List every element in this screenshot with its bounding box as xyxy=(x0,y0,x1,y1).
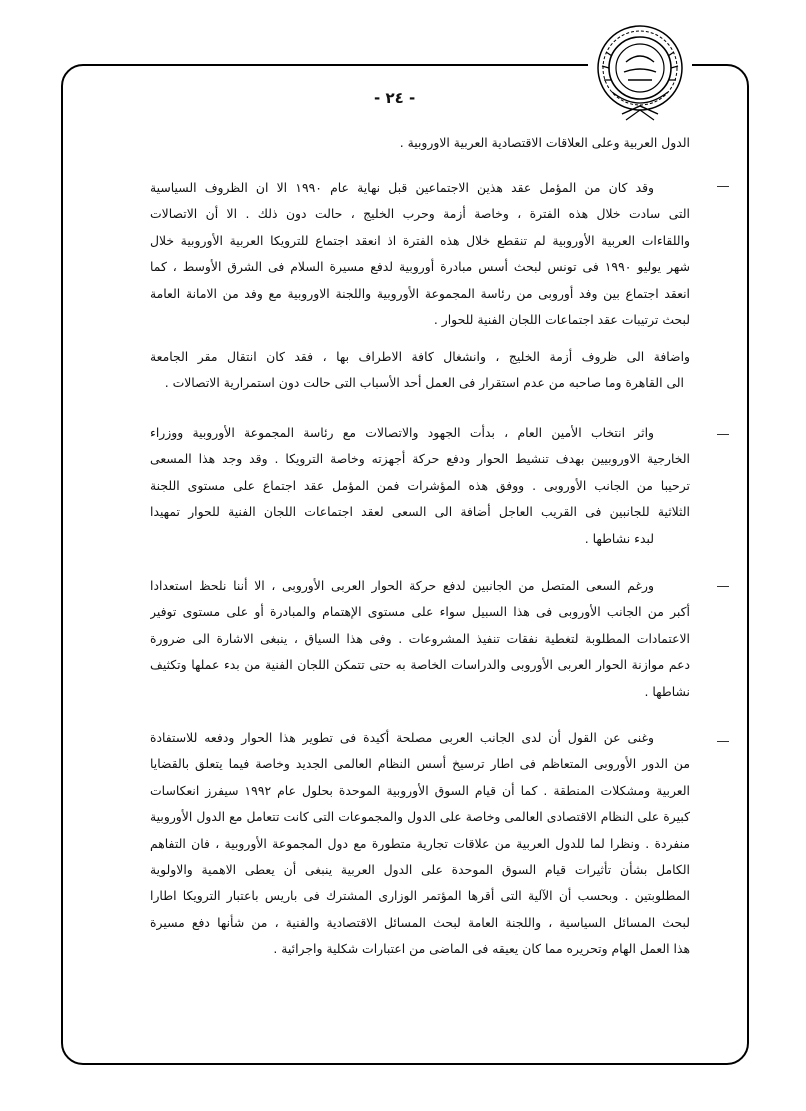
paragraph-dash-marker xyxy=(717,741,729,742)
text-line: الكامل بشأن تأثيرات قيام السوق الموحدة على الدول العربية ينبغى أن يعطى الاهمية والاولوية xyxy=(150,861,690,877)
text-line: أكبر من الجانب الأوروبى فى هذا السبيل سواء على مستوى الإهتمام والمبادرة أو على مستوى توفير xyxy=(150,604,690,620)
text-line: دعم موازنة الحوار العربى الأوروبى والدراسات الخاصة به حتى تتمكن اللجان الفنية من بدء عملها وتكثيف xyxy=(150,657,690,673)
text-line: لبدء نشاطها . xyxy=(584,530,654,546)
text-line: الثلاثية للجانبين فى القريب العاجل أضافة الى السعى لعقد اجتماعات اللجان الفنية للحوار تمهيدا xyxy=(150,504,690,520)
text-line: ورغم السعى المتصل من الجانبين لدفع حركة الحوار العربى الأوروبى ، الا أننا نلحظ استعدادا xyxy=(150,578,654,593)
paragraph-3 xyxy=(150,420,690,552)
text-line: الى القاهرة وما صاحبه من عدم استقرار فى العمل أحد الأسباب التى حالت دون استمرارية الاتصالات . xyxy=(164,375,684,391)
paragraph-1 xyxy=(150,175,690,333)
page-number: - ٢٤ - xyxy=(374,89,416,107)
paragraph-dash-marker xyxy=(717,434,729,435)
text-line: لبحث المسائل السياسية ، واللجنة العامة لبحث المسائل الاقتصادية والفنية ، من شأنها دفع مسيرة xyxy=(150,914,690,930)
text-line: واضافة الى ظروف أزمة الخليج ، وانشغال كافة الاطراف بها ، فقد كان انتقال مقر الجامعة xyxy=(150,349,690,364)
text-line: وقد كان من المؤمل عقد هذين الاجتماعين قبل نهاية عام ١٩٩٠ الا ان الظروف السياسية xyxy=(150,180,654,195)
text-line: الخارجية الاوروبيين بهدف تنشيط الحوار ودفع حركة أجهزته وخاصة الترويكا . وقد وجد هذا المسعى xyxy=(150,451,690,467)
text-line: شهر يوليو ١٩٩٠ فى تونس لبحث أسس مبادرة أوروبية لدفع مسيرة السلام فى الشرق الأوسط ، كما xyxy=(150,259,690,275)
text-line: منفردة . ونظرا لما للدول العربية من علاقات تجارية متطورة مع دول المجموعة الأوروبية ، فان التفاهم xyxy=(150,835,690,851)
text-line: كبيرة على النظام الاقتصادى العالمى وخاصة على الدول والمجموعات التى كانت تتعامل مع الدول الأوروبية xyxy=(150,809,690,825)
text-line: التى سادت خلال هذه الفترة ، وخاصة أزمة وحرب الخليج ، حالت دون ذلك . الا أن الاتصالات xyxy=(150,206,690,222)
text-line: الاعتمادات المطلوبة لتغطية نفقات تنفيذ المشروعات . وفى هذا السياق ، ينبغى الاشارة الى ضرورة xyxy=(150,630,690,646)
paragraph-5 xyxy=(150,725,690,963)
text-line: من الدور الأوروبى المتعاظم فى اطار ترسيخ أسس النظام العالمى الجديد وخاصة فيما يتعلق بالقضايا xyxy=(150,756,690,772)
paragraph-continuation xyxy=(150,130,690,156)
paragraph-dash-marker xyxy=(717,186,729,187)
paragraph-2 xyxy=(150,344,690,397)
text-line: وغنى عن القول أن لدى الجانب العربى مصلحة أكيدة فى تطوير هذا الحوار ودفعه للاستفادة xyxy=(150,730,654,745)
text-line: واثر انتخاب الأمين العام ، بدأت الجهود والاتصالات مع رئاسة المجموعة الأوروبية ووزراء xyxy=(150,425,654,440)
text-line: انعقد اجتماع بين وفد أوروبى من رئاسة المجموعة الأوروبية واللجنة الاوروبية مع وفد من الامانة العامة xyxy=(150,285,690,301)
text-line: هذا العمل الهام وتحريره مما كان يعيقه فى الماضى من اعتبارات شكلية واجرائية . xyxy=(273,941,690,957)
text-line: ترحيبا من الجانب الأوروبى . ووفق هذه المؤشرات فمن المؤمل عقد اجتماع على مستوى اللجنة xyxy=(150,477,690,493)
text-line: واللقاءات العربية الأوروبية لم تنقطع خلال هذه الفترة اذ انعقد اجتماع للترويكا العربية الأوروبية خلال xyxy=(150,232,690,248)
arab-league-emblem xyxy=(592,22,688,126)
paragraph-dash-marker xyxy=(717,586,729,587)
text-line: العربية ومشكلات المنطقة . كما أن قيام السوق الأوروبية الموحدة بحلول عام ١٩٩٢ سيفرز انعكاسات xyxy=(150,782,690,798)
text-line: الدول العربية وعلى العلاقات الاقتصادية العربية الاوروبية . xyxy=(399,135,690,150)
text-line: نشاطها . xyxy=(644,683,690,699)
paragraph-4 xyxy=(150,573,690,705)
text-line: لبحث ترتيبات عقد اجتماعات اللجان الفنية للحوار . xyxy=(433,311,690,327)
text-line: المطلوبتين . وبحسب أن الآلية التى أقرها المؤتمر الوزارى المشترك فى باريس باعتبار الترويكا اطارا xyxy=(150,888,690,904)
